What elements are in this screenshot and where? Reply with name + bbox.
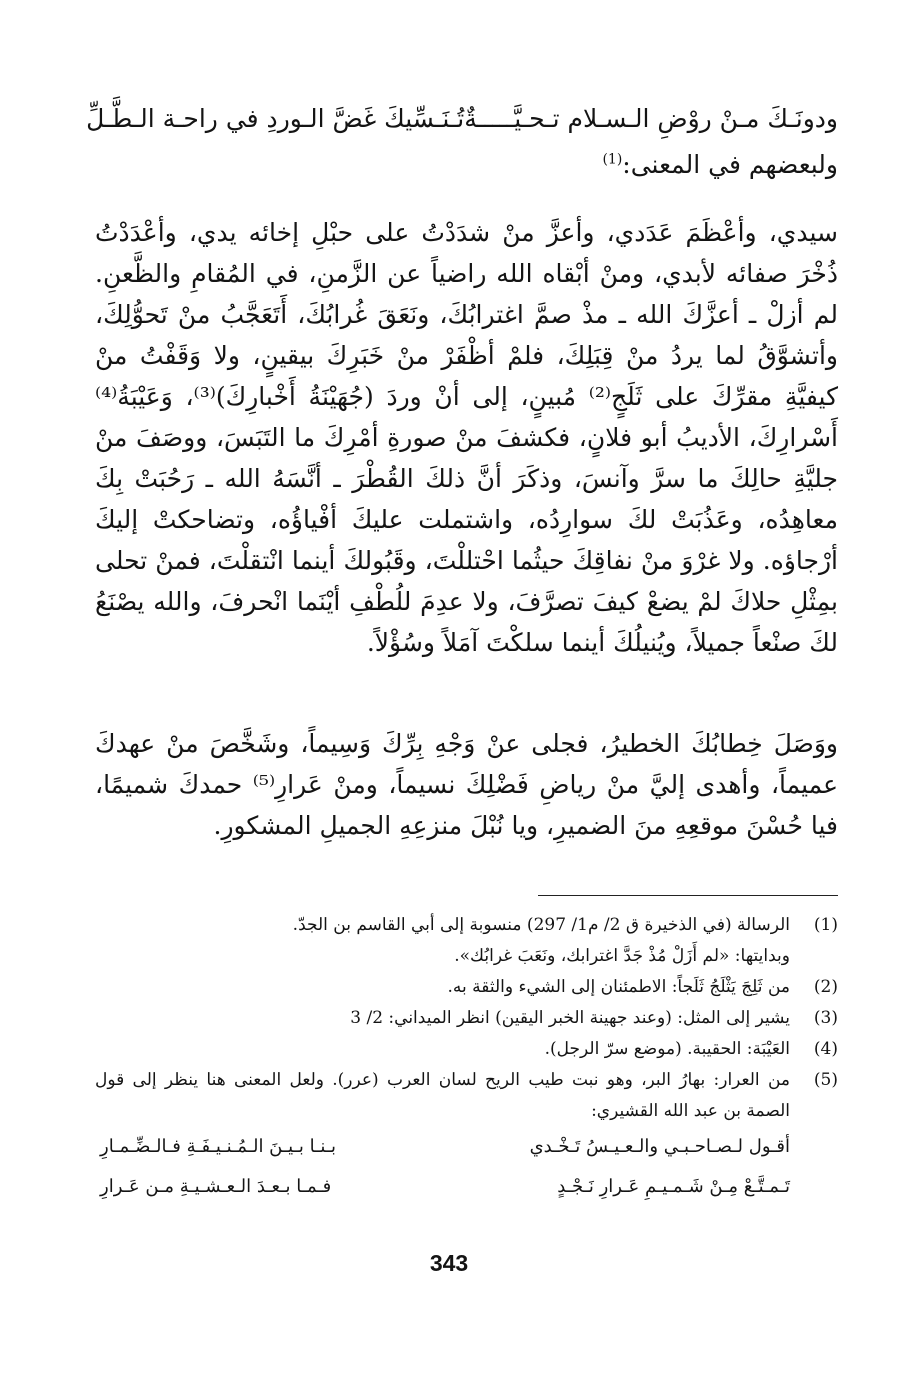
footnote-number: (3): [813, 1008, 838, 1028]
footnote-1: [95, 910, 838, 941]
footnote-text: العَيْبَة: الحقيبة. (موضع سرّ الرجل).: [544, 1039, 790, 1059]
footnote-text: من العرار: بهارُ البر، وهو نبت طيب الريح لسان العرب (عرر). ولعل المعنى هنا ينظر إلى قول الصمة بن عبد الله القشيري:: [95, 1070, 790, 1121]
page-number: 343: [429, 1250, 469, 1276]
intro-line: [602, 150, 838, 179]
footnote-3: [95, 1003, 838, 1034]
footnote-verse-hemistich-left: بـنـا بـيـنَ الـمُـنـيـفَـةِ فـالـضِّـمـارِ: [100, 1136, 337, 1157]
footnote-4: [95, 1034, 838, 1065]
footnote-number: (2): [813, 977, 838, 997]
footnote-ref-1[interactable]: (1): [602, 151, 623, 168]
footnote-1-continuation: وبدايتها: «لم أَزَلْ مُذْ جَدَّ اغترابك، ونَعَبَ غرابُك».: [454, 946, 790, 966]
footnote-separator: [538, 895, 838, 896]
verse-hemistich-left: تُـنَـسِّيكَ غَضَّ الـوردِ في راحـة الـطَّـلِّ: [86, 103, 465, 133]
footnote-verse-hemistich-right: أقـول لـصـاحـبـي والـعـيـسُ تَـخْـدي: [529, 1136, 790, 1157]
footnote-text: من ثَلِجَ يَثْلَجُ ثَلَجاً: الاطمئنان إلى الشيء والثقة به.: [447, 977, 790, 997]
intro-text: ولبعضهم في المعنى:: [622, 150, 838, 179]
body-paragraph-2: ووَصَلَ خِطابُكَ الخطيرُ، فجلى عنْ وَجْهِ بِرِّكَ وَسِيماً، وشَخَّصَ منْ عهدكَ عميماً، وأهدى إليَّ منْ رياضِ فَضْلِكَ نسيماً، ومنْ عَرارِ⁽⁵⁾ حمدكَ شميمًا، فيا حُسْنَ موقعِهِ منَ الضميرِ، ويا نُبْلَ منزعِهِ الجميلِ المشكورِ.: [95, 729, 838, 840]
footnote-verse-hemistich-right: تَـمـتَّـعْ مِـنْ شَـمـيـمِ عَـرارِ نَـجْـدٍ: [557, 1176, 790, 1197]
footnote-number: (5): [813, 1070, 838, 1090]
footnote-text: يشير إلى المثل: (وعند جهينة الخبر اليقين) انظر الميداني: 2/ 3: [350, 1008, 790, 1028]
footnote-5: [95, 1065, 838, 1127]
footnote-verse-1: [95, 1127, 838, 1167]
verse-hemistich-right: ودونَـكَ مـنْ روْضِ الـسـلام تـحـيَّـــــةٌ: [464, 103, 838, 133]
footnote-number: (1): [813, 915, 838, 935]
opening-verse: [86, 96, 838, 140]
footnote-verse-hemistich-left: فـمـا بـعـدَ الـعـشـيـةِ مـن عَـرارِ: [100, 1176, 332, 1197]
footnotes-section: [95, 910, 838, 1207]
footnote-text: الرسالة (في الذخيرة ق 2/ م1/ 297) منسوبة إلى أبي القاسم بن الجدّ.: [292, 915, 790, 935]
footnote-number: (4): [813, 1039, 838, 1059]
footnote-verse-2: [95, 1167, 838, 1207]
footnote-2: [95, 972, 838, 1003]
body-paragraph-1: سيدي، وأعْظَمَ عَدَدي، وأعزَّ منْ شدَدْتُ على حبْلِ إخائه يدي، وأعْدَدْتُ ذُخْرَ صفائه لأبدي، ومنْ أبْقاه الله راضياً عن الزَّمنِ، في المُقامِ والظَّعنِ. لم أزلْ ـ أعزَّكَ الله ـ مذْ صمَّ اغترابُكَ، ونَعَقَ غُرابُكَ، أَتَعَجَّبُ منْ تَحوُّلِكَ، وأتشوَّقُ لما يردُ منْ قِبَلِكَ، فلمْ أظْفَرْ منْ خَبَرِكَ بيقينٍ، ولا وَقَفْتُ منْ كيفيَّةِ مقرِّكَ على ثَلَجٍ⁽²⁾ مُبينٍ، إلى أنْ وردَ (جُهَيْنَةُ أَخْبارِكَ)⁽³⁾، وَعَيْبَةُ⁽⁴⁾ أَسْرارِكَ، الأديبُ أبو فلانٍ، فكشفَ منْ صورةِ أمْرِكَ ما التَبَسَ، ووصَفَ منْ جليَّةِ حالِكَ ما سرَّ وآنسَ، وذكَرَ أنَّ ذلكَ القُطْرَ ـ أنَّسَهُ الله ـ رَحُبَتْ بِكَ معاهِدُه، وعَذُبَتْ لكَ سوارِدُه، واشتملت عليكَ أفْياؤُه، وتضاحكتْ إليكَ أرْجاؤه. ولا غرْوَ منْ نفاقِكَ حيثُما احْتللْتَ، وقَبُولكَ أينما انْتقلْتَ، فمنْ تحلى بمِثْلِ حلاكَ لمْ يضعْ كيفَ تصرَّفَ، ولا عدِمَ للُطْفِ أيْنَما انْحرفَ، والله يصْنَعُ لكَ صنْعاً جميلاً، ويُنيلُكَ أينما سلكْتَ آمَلاً وسُؤْلاً.: [95, 218, 838, 657]
